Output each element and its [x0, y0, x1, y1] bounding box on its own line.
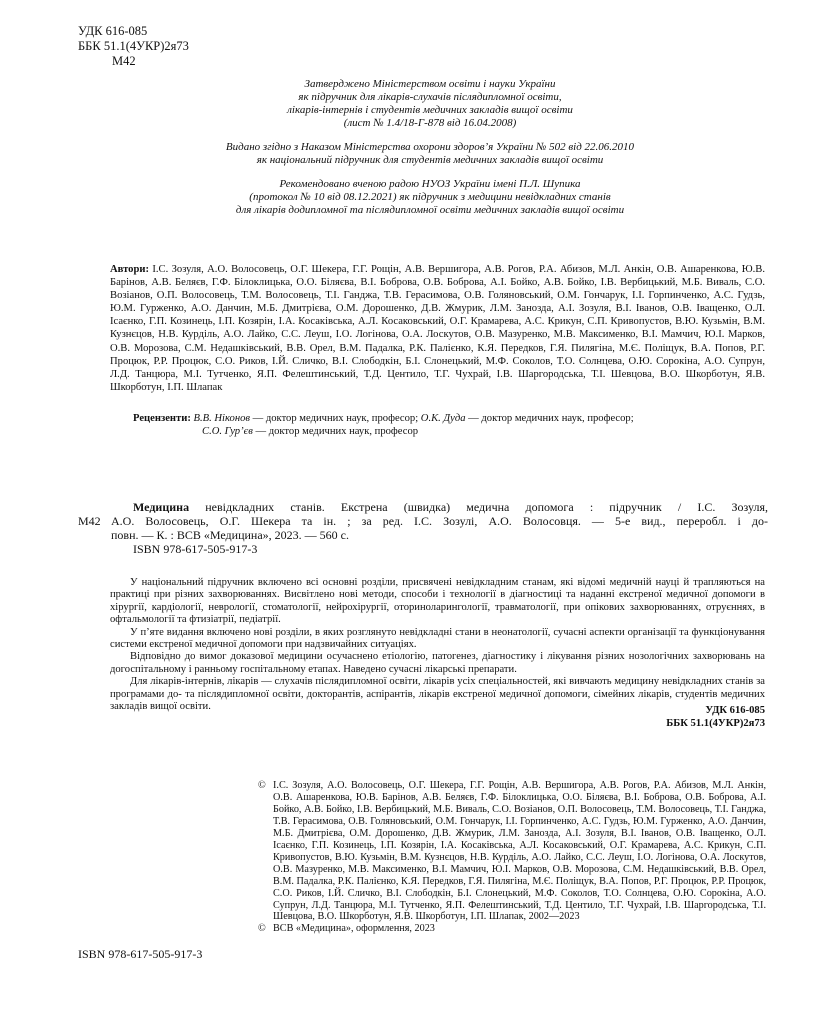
- copyright-publisher: ВСВ «Медицина», оформлення, 2023: [273, 923, 435, 935]
- approvals-block: [150, 78, 710, 228]
- reviewers-block: Рецензенти: В.В. Ніконов — доктор медичних наук, професор; О.К. Дуда — доктор медичних наук, професор; С.О. Гур’єв — доктор медичних наук, професор: [133, 413, 634, 438]
- reviewer-name: В.В. Ніконов: [193, 413, 250, 424]
- reviewer-name: О.К. Дуда: [420, 413, 466, 424]
- annotation-paragraph: У національний підручник включено всі основні розділи, присвячені невідкладним станам, які відомі медичній науці й трапляються на практиці при різних захворюваннях. Висвітлено нові методи, способи і технології в діагностиці та наданні екстреної медичної допомоги в хірургії, кардіології, неврології, стоматології, нейрохірургії, оториноларингології, травматології, при опікових захворюваннях, отруєннях, в офтальмології та фтизіатрії, педіатрії.: [110, 577, 765, 626]
- classification-bottom: [666, 705, 765, 730]
- authors-label: Автори:: [110, 264, 149, 275]
- bbk-code: ББК 51.1(4УКР)2я73: [78, 39, 189, 53]
- author-mark: М42: [78, 514, 101, 528]
- annotation-paragraph: Для лікарів-інтернів, лікарів — слухачів післядипломної освіти, лікарів усіх спеціальностей, які вивчають медицину невідкладних станів за програмами до- та післядипломної освіти, докторантів, аспірантів, лікарів екстреної медичної допомоги, сімейних лікарів, студентів медичних закладів вищої освіти.: [110, 676, 765, 713]
- bbk-code: ББК 51.1(4УКР)2я73: [666, 717, 765, 729]
- annotation-paragraph: У п’яте видання включено нові розділи, в яких розглянуто невідкладні стани в неонатології, сучасні аспекти організації та функціонування системи екстреної медичної допомоги при надзвичайних ситуаціях.: [110, 626, 765, 651]
- copyright-block: [258, 780, 766, 935]
- author-mark: М42: [112, 54, 136, 68]
- copyright-icon: ©: [258, 923, 266, 935]
- book-title: Медицина: [133, 500, 190, 514]
- annotation: [110, 577, 765, 713]
- reviewers-label: Рецензенти:: [133, 413, 191, 424]
- approval-ministry-education: Затверджено Міністерством освіти і науки України як підручник для лікарів-слухачів післядипломної освіти, лікарів-інтернів і студентів медичних закладів вищої освіти (лист № 1.4/18-Г-878 від 16.04.2008): [287, 78, 573, 129]
- authors-list: І.С. Зозуля, А.О. Волосовець, О.Г. Шекера, Г.Г. Рощін, А.В. Вершигора, А.В. Рогов, Р.А. Абизов, М.Л. Анкін, О.В. Ашаренкова, Ю.В. Барінов, А.В. Беляєв, Г.Ф. Білоклицька, О.О. Біляєва, В.І. Боброва, О.В. Боброва, А.І. Бойко, А.В. Бойко, І.В. Вербицький, М.Б. Виваль, С.О. Возіанов, О.П. Волосовець, Т.М. Волосовець, Т.І. Ганджа, Т.В. Герасимова, О.В. Голяновський, О.М. Гончарук, І.І. Горпинченко, А.С. Гудзь, Ю.М. Гурженко, А.О. Данчин, М.Б. Дмитрієва, О.М. Дорошенко, Д.В. Жмурик, Л.М. Занозда, А.І. Зозуля, В.І. Іванов, О.В. Іващенко, О.Л. Ісаєнко, Г.П. Козинець, І.П. Козярін, І.А. Косаківська, А.Л. Косаковський, О.Г. Крамарева, А.С. Крикун, С.П. Кривопустов, В.Ю. Кузьмін, В.М. Кузнєцов, Н.В. Курділь, А.О. Лайко, С.С. Леуш, І.О. Логінова, О.А. Лоскутов, О.В. Мазуренко, М.В. Максименко, В.І. Мамчич, Ю.І. Марков, О.В. Морозова, С.М. Недашківський, В.В. Орел, В.М. Падалка, Р.К. Палієнко, К.Я. Передков, Г.Я. Пилягіна, М.Є. Поліщук, В.А. Попов, Р.Г. Процюк, Р.Р. Процюк, С.О. Риков, І.Й. Сличко, В.І. Слободкін, Б.І. Слонецький, М.Ф. Соколов, Т.О. Солнцева, О.Ю. Сорокіна, А.О. Супрун, Л.Д. Танцюра, М.І. Тутченко, Я.П. Фелештинський, Т.Д. Центило, Т.Г. Чухрай, І.В. Шаргородська, Т.І. Шевцова, В.О. Шкорботун, Я.В. Шкорботун, І.П. Шлапак: [110, 264, 765, 393]
- bibliographic-description: Медицина невідкладних станів. Екстрена (швидка) медична допомога : підручник / І.С. Зозуля, М42 А.О. Волосовець, О.Г. Шекера та ін. ; за ред. І.С. Зозулі, А.О. Волосовця. — 5-е вид., переробл. і до- повн. — К. : ВСВ «Медицина», 2023. — 560 с. ISBN 978-617-505-917-3: [78, 500, 768, 556]
- isbn: ISBN 978-617-505-917-3: [133, 542, 258, 556]
- approval-ministry-health: Видано згідно з Наказом Міністерства охорони здоров’я України № 502 від 22.06.2010 як національний підручник для студентів медичних закладів вищої освіти: [225, 141, 635, 166]
- copyright-icon: ©: [258, 780, 266, 791]
- copyright-authors: І.С. Зозуля, А.О. Волосовець, О.Г. Шекера, Г.Г. Рощін, А.В. Вершигора, А.В. Рогов, Р.А. Абизов, М.Л. Анкін, О.В. Ашаренкова, Ю.В. Барінов, А.В. Беляєв, Г.Ф. Білоклицька, О.О. Біляєва, В.І. Боброва, О.В. Боброва, А.І. Бойко, А.В. Бойко, І.В. Вербицький, М.Б. Виваль, С.О. Возіанов, О.П. Волосовець, Т.М. Волосовець, Т.І. Ганджа, Т.В. Герасимова, О.В. Голяновський, О.М. Гончарук, І.І. Горпинченко, А.С. Гудзь, Ю.М. Гурженко, А.О. Данчин, М.Б. Дмитрієва, О.М. Дорошенко, Д.В. Жмурик, Л.М. Занозда, А.І. Зозуля, В.І. Іванов, О.В. Іващенко, О.Л. Ісаєнко, Г.П. Козинець, І.П. Козярін, І.А. Косаківська, А.Л. Косаковський, О.Г. Крамарева, А.С. Крикун, С.П. Кривопустов, В.Ю. Кузьмін, В.М. Кузнєцов, Н.В. Курділь, А.О. Лайко, С.С. Леуш, І.О. Логінова, О.А. Лоскутов, О.В. Мазуренко, М.В. Максименко, В.І. Мамчич, Ю.І. Марков, О.В. Морозова, С.М. Недашківський, В.В. Орел, В.М. Падалка, Р.К. Палієнко, К.Я. Передков, Г.Я. Пилягіна, М.Є. Поліщук, В.А. Попов, Р.Г. Процюк, Р.Р. Процюк, С.О. Риков, І.Й. Сличко, В.І. Слободкін, Б.І. Слонецький, М.Ф. Соколов, Т.О. Солнцева, О.Ю. Сорокіна, А.О. Супрун, Л.Д. Танцюра, М.І. Тутченко, Я.П. Фелештинський, Т.Д. Центило, Т.Г. Чухрай, І.В. Шаргородська, Т.І. Шевцова, В.О. Шкорботун, Я.В. Шкорботун, І.П. Шлапак, 2002—2023: [273, 780, 766, 923]
- reviewer-name: С.О. Гур’єв: [202, 426, 253, 438]
- udk-code: УДК 616-085: [78, 24, 148, 38]
- classification-block: [78, 24, 189, 69]
- approval-academic-council: Рекомендовано вченою радою НУОЗ України імені П.Л. Шупика (протокол № 10 від 08.12.2021) як підручник з медицини невідкладних станів для лікарів додипломної та післядипломної освіти медичних закладів вищої освіти: [235, 178, 625, 216]
- udk-code: УДК 616-085: [705, 705, 765, 716]
- annotation-paragraph: Відповідно до вимог доказової медицини осучаснено етіологію, патогенез, діагностику і лікування різних нозологічних захворювань на догоспітальному і ранньому госпітальному етапах. Наведено сучасні лікарські препарати.: [110, 651, 765, 675]
- isbn-bottom: ISBN 978-617-505-917-3: [78, 947, 203, 961]
- authors-block: [110, 263, 765, 394]
